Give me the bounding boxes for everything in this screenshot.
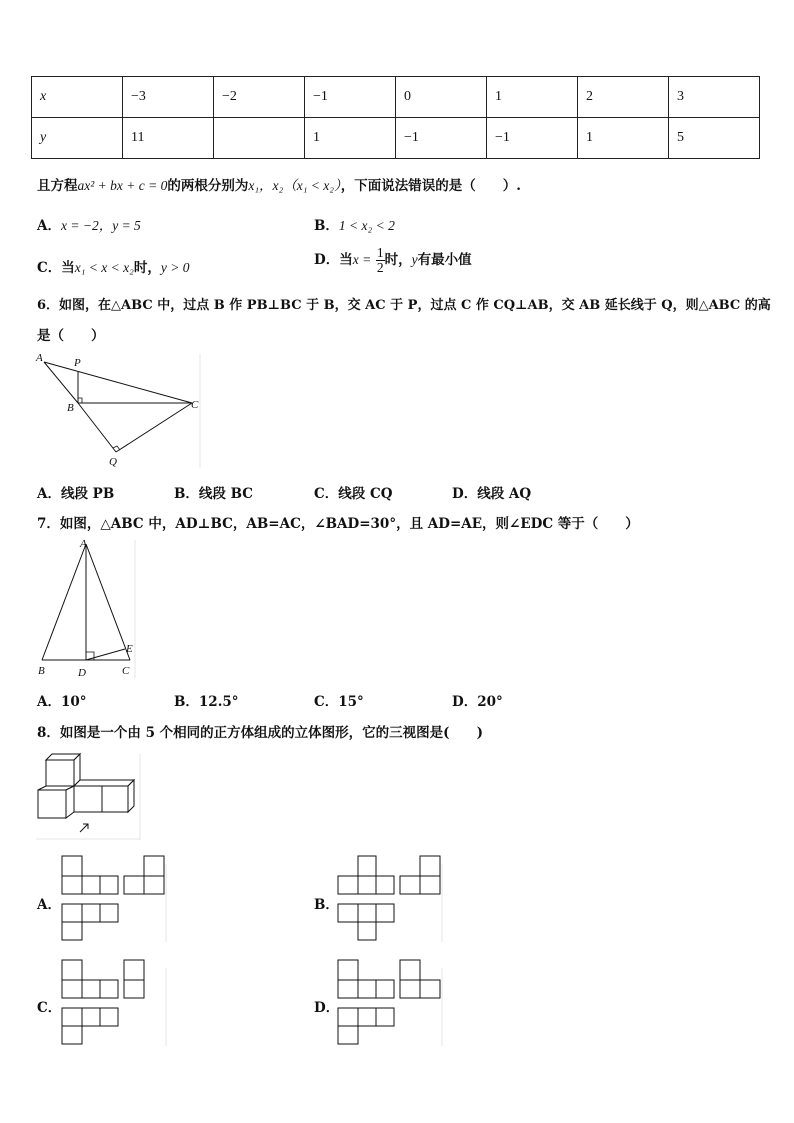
q7-stem: 7．如图，△ABC 中，AD⊥BC，AB=AC，∠BAD=30°，且 AD=AE，则∠EDC 等于（ ）	[37, 516, 639, 532]
label-a: A	[80, 538, 87, 550]
option-text: 1 < x₂ < 2	[338, 218, 395, 233]
option-label: B．	[314, 218, 339, 234]
q8-stem: 8．如图是一个由 5 个相同的正方体组成的立体图形，它的三视图是( )	[37, 725, 483, 741]
segment-bq	[78, 403, 116, 452]
q7-triangle-figure	[34, 536, 138, 682]
label-c: C	[122, 665, 130, 677]
label-b: B	[67, 402, 74, 414]
table-cell: −1	[396, 118, 487, 159]
segment-ab	[42, 544, 86, 660]
cube-front-face	[38, 790, 66, 818]
label-e: E	[126, 643, 133, 655]
segment-de	[86, 649, 125, 660]
q5-stem-prefix: 且方程	[37, 178, 78, 194]
label-p: P	[74, 357, 81, 369]
option-text: x = −2，y = 5	[60, 218, 141, 233]
q8-option-c[interactable]: C．	[37, 1000, 62, 1016]
q6-stem-line1: 6．如图，在△ABC 中，过点 B 作 PB⊥BC 于 B，交 AC 于 P，过点 C 作 CQ⊥AB，交 AB 延长线于 Q，则△ABC 的高	[37, 298, 771, 313]
q7-option-b[interactable]: B．12.5°	[174, 694, 239, 710]
segment-cq	[116, 403, 192, 452]
cube-front-face	[74, 786, 102, 812]
option-text: 有最小值	[417, 252, 472, 268]
q8-option-d[interactable]: D．	[314, 1000, 340, 1016]
label-d: D	[78, 667, 86, 679]
fraction-denominator: 2	[376, 260, 384, 275]
option-math: x₁ < x < x₂	[74, 260, 134, 275]
cube-front-face	[46, 760, 74, 786]
segment-ab	[44, 362, 78, 403]
table-header-x: x	[32, 77, 123, 118]
label-c: C	[191, 399, 199, 411]
q6-triangle-figure	[34, 350, 204, 470]
q8-option-a-views[interactable]	[60, 854, 170, 944]
q5-stem	[37, 174, 521, 194]
cube-side-face	[66, 786, 74, 818]
q8-option-a[interactable]: A．	[37, 897, 61, 913]
table-cell: 11	[123, 118, 214, 159]
q7-option-a[interactable]: A．10°	[37, 694, 87, 710]
option-math: y	[411, 252, 418, 267]
q5-option-c[interactable]	[37, 256, 189, 276]
fraction-numerator: 1	[376, 245, 384, 260]
table-cell: 2	[578, 77, 669, 118]
option-label: D．当	[314, 252, 353, 268]
option-math: y > 0	[160, 260, 190, 275]
table-row-y	[32, 118, 760, 159]
q6-stem-line2: 是（ ）	[37, 328, 105, 344]
q5-equation: ax² + bx + c = 0	[77, 178, 168, 193]
q5-roots: x₁，x₂（x₁ < x₂）	[248, 178, 341, 193]
cube-front-face	[102, 786, 128, 812]
q6-option-b[interactable]: B．线段 BC	[174, 486, 254, 502]
option-label: C．当	[37, 260, 75, 276]
q8-cube-figure	[34, 750, 144, 842]
q5-stem-suffix: ，下面说法错误的是（ ）.	[340, 178, 521, 194]
cube-side-face	[128, 780, 134, 812]
segment-ac	[44, 362, 192, 403]
fraction-one-half	[376, 246, 385, 275]
table-cell: −1	[487, 118, 578, 159]
option-math: x =	[352, 252, 372, 267]
table-cell: 1	[487, 77, 578, 118]
q5-option-d[interactable]	[314, 246, 472, 275]
direction-arrow-icon	[80, 824, 88, 832]
table-cell: −1	[305, 77, 396, 118]
q5-stem-mid: 的两根分别为	[167, 178, 249, 194]
q8-option-b[interactable]: B．	[314, 897, 339, 913]
option-text: 时，	[384, 252, 412, 268]
q7-option-d[interactable]: D．20°	[452, 694, 503, 710]
option-text: 时，	[133, 260, 161, 276]
table-cell: 1	[578, 118, 669, 159]
q8-option-c-views[interactable]	[60, 958, 170, 1048]
table-cell: −3	[123, 77, 214, 118]
value-table	[31, 76, 760, 159]
table-cell: 0	[396, 77, 487, 118]
q6-option-c[interactable]: C．线段 CQ	[314, 486, 393, 502]
q5-option-b[interactable]	[314, 214, 395, 234]
segment-ac	[86, 544, 130, 660]
option-label: A．	[37, 218, 61, 234]
right-angle-mark	[78, 398, 82, 403]
label-b: B	[38, 665, 45, 677]
table-cell: 1	[305, 118, 396, 159]
label-q: Q	[109, 456, 117, 468]
table-cell	[214, 118, 305, 159]
table-cell: 5	[669, 118, 760, 159]
q7-option-c[interactable]: C．15°	[314, 694, 364, 710]
q6-option-d[interactable]: D．线段 AQ	[452, 486, 532, 502]
table-row-x	[32, 77, 760, 118]
q8-option-d-views[interactable]	[336, 958, 446, 1048]
q8-option-b-views[interactable]	[336, 854, 446, 944]
label-a: A	[36, 352, 43, 364]
q5-option-a[interactable]	[37, 214, 141, 234]
table-cell: 3	[669, 77, 760, 118]
q6-option-a[interactable]: A．线段 PB	[37, 486, 115, 502]
table-header-y: y	[32, 118, 123, 159]
table-cell: −2	[214, 77, 305, 118]
